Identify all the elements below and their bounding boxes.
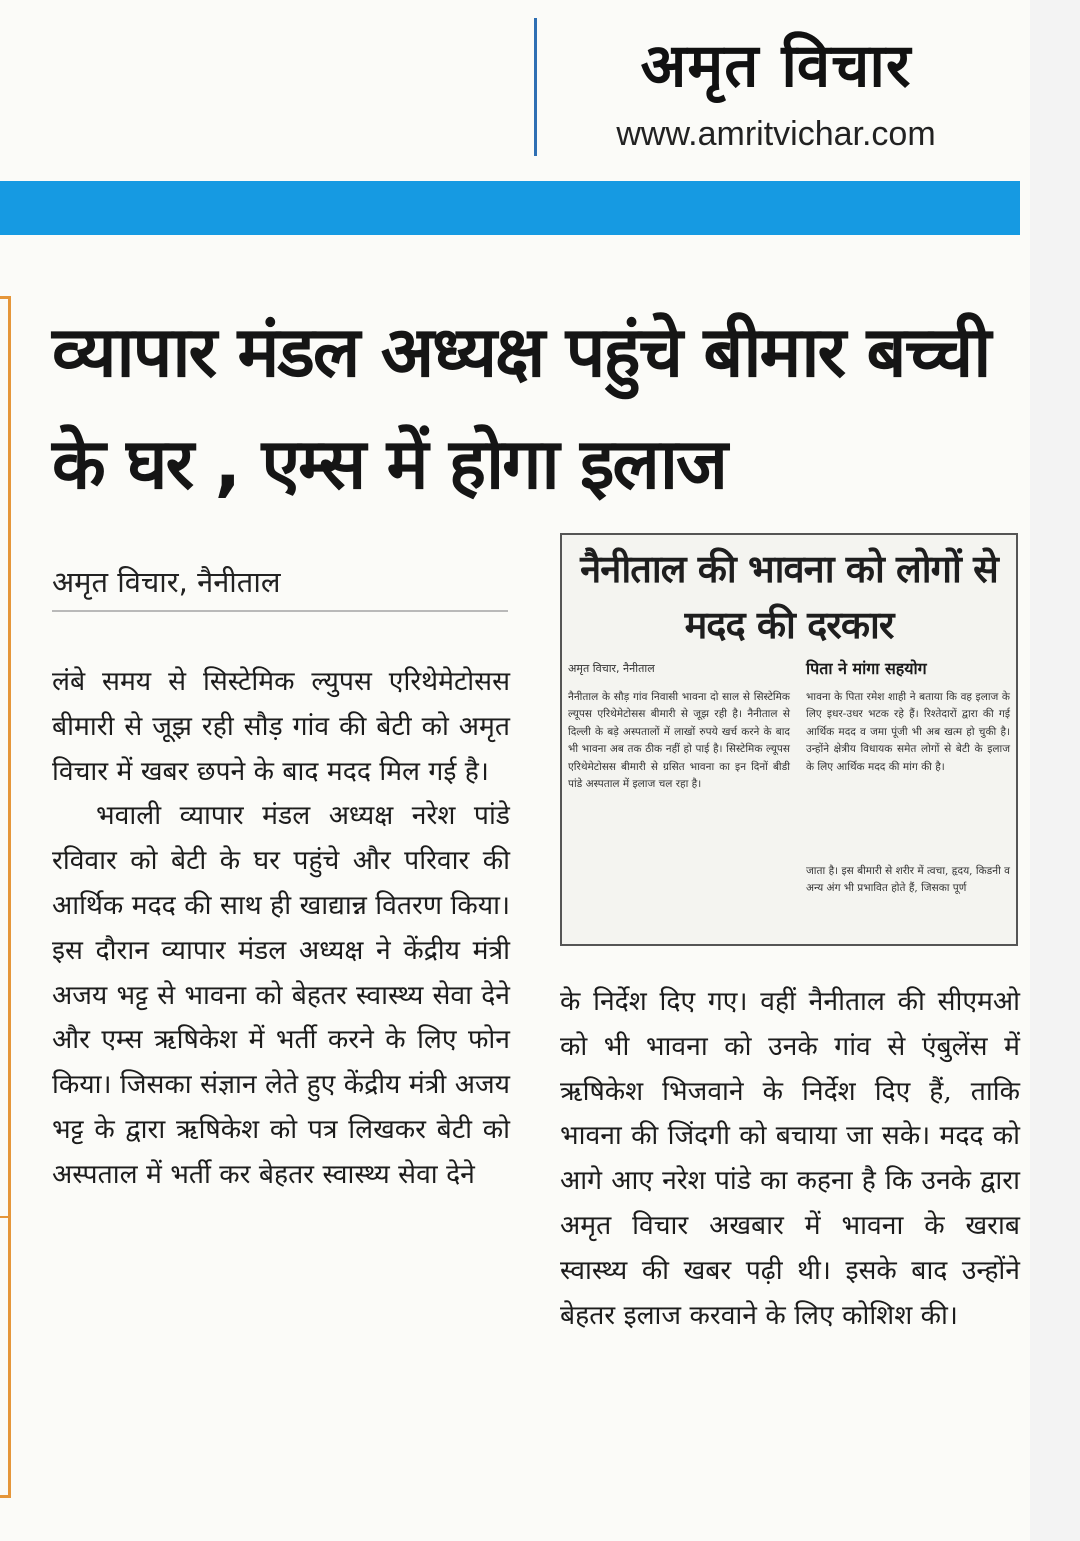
masthead-divider [534, 18, 537, 156]
clipping-column-2: भावना के पिता रमेश शाही ने बताया कि वह इलाज के लिए इधर-उधर भटक रहे हैं। रिश्तेदारों द्वारा की गई आर्थिक मदद व जमा पूंजी भी अब खत्म हो चुकी है। उन्होंने क्षेत्रीय विधायक समेत लोगों से बेटी के इलाज के लिए आर्थिक मदद की मांग की है। [806, 691, 1010, 773]
clipping-headline: नैनीताल की भावना को लोगों से मदद की दरकार [580, 546, 998, 647]
paragraph: भवाली व्यापार मंडल अध्यक्ष नरेश पांडे रविवार को बेटी के घर पहुंचे और परिवार की आर्थिक मदद की साथ ही खाद्यान्न वितरण किया। इस दौरान व्यापार मंडल अध्यक्ष ने केंद्रीय मंत्री अजय भट्ट से भावना को बेहतर स्वास्थ्य सेवा देने और एम्स ऋषिकेश में भर्ती करने के लिए फोन किया। जिसका संज्ञान लेते हुए केंद्रीय मंत्री अजय भट्ट के द्वारा ऋषिकेश को पत्र लिखकर बेटी को अस्पताल में भर्ती कर बेहतर स्वास्थ्य सेवा देने [52, 800, 510, 1190]
byline-divider [52, 610, 508, 612]
masthead-title: अमृत विचार [640, 31, 912, 101]
clipping-column-1: नैनीताल के सौड़ गांव निवासी भावना दो साल से सिस्टेमिक ल्यूपस एरिथेमेटोसस बीमारी से जूझ रही है। नैनीताल से दिल्ली के बड़े अस्पतालों में लाखों रुपये खर्च करने के बाद भी भावना अब तक ठीक नहीं हो पाई है। सिस्टेमिक ल्यूपस एरिथेमेटोसस बीमारी से ग्रसित भावना का इन दिनों बीडी पांडे अस्पताल में इलाज चल रहा है। [568, 691, 790, 791]
paragraph: लंबे समय से सिस्टेमिक ल्युपस एरिथेमेटोसस बीमारी से जूझ रही सौड़ गांव की बेटी को अमृत विचार में खबर छपने के बाद मदद मिल गई है। [52, 666, 510, 787]
article-border [8, 296, 11, 1498]
clipping-subhead: पिता ने मांगा सहयोग [806, 659, 927, 678]
clipping-body [568, 659, 1010, 941]
article-border-top [0, 296, 10, 299]
clipping-column-3: जाता है। इस बीमारी से शरीर में त्वचा, हृदय, किडनी व अन्य अंग भी प्रभावित होते हैं, जिसका पूर्ण [806, 865, 1010, 895]
clipping-byline: अमृत विचार, नैनीताल [568, 662, 655, 675]
article-column-1 [52, 660, 510, 1198]
article-byline: अमृत विचार, नैनीताल [52, 565, 281, 599]
inset-clipping [560, 533, 1018, 946]
masthead-band [0, 181, 1020, 235]
article-headline: व्यापार मंडल अध्यक्ष पहुंचे बीमार बच्ची के घर , एम्स में होगा इलाज [52, 311, 990, 505]
paragraph: के निर्देश दिए गए। वहीं नैनीताल की सीएमओ को भी भावना को उनके गांव से एंबुलेंस में ऋषिकेश भिजवाने के निर्देश दिए हैं, ताकि भावना की जिंदगी को बचाया जा सके। मदद को आगे आए नरेश पांडे का कहना है कि उनके द्वारा अमृत विचार अखबार में भावना के खराब स्वास्थ्य की खबर पढ़ी थी। इसके बाद उन्होंने बेहतर इलाज करवाने के लिए कोशिश की। [560, 986, 1020, 1331]
masthead-url: www.amritvichar.com [616, 115, 936, 153]
article-border-bottom [0, 1495, 10, 1498]
page-margin [1030, 0, 1080, 1541]
article-column-2 [560, 980, 1020, 1338]
article-border-notch [0, 1216, 10, 1218]
